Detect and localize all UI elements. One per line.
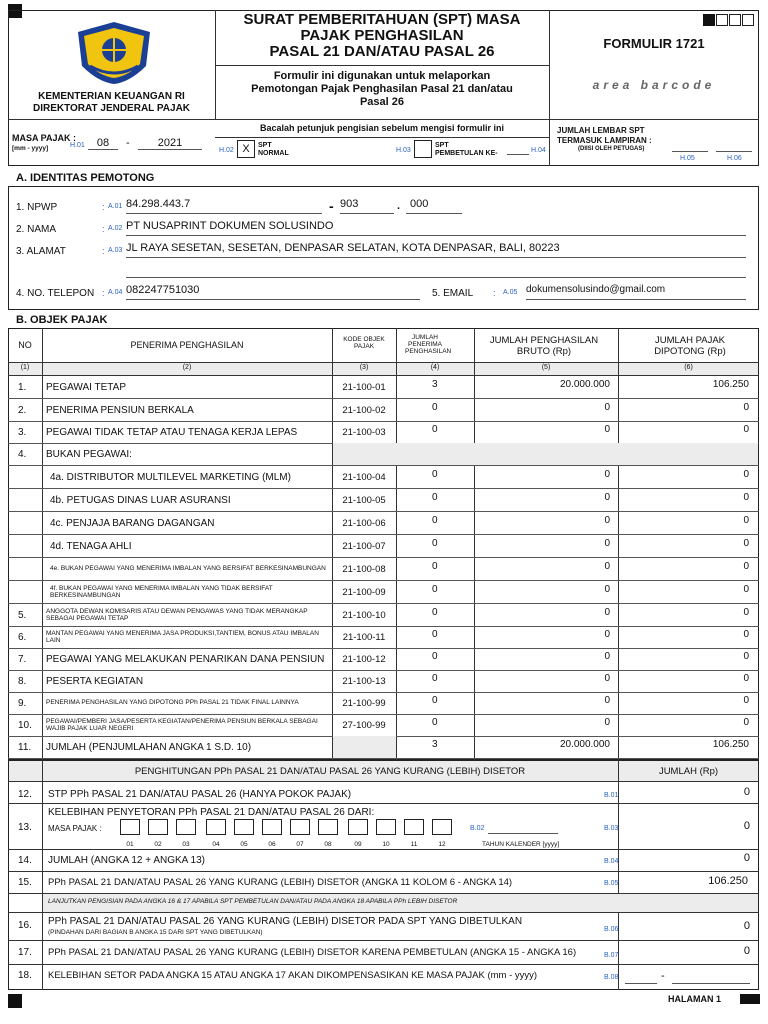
- row-pajak[interactable]: [618, 443, 759, 465]
- row-jumlah-penerima[interactable]: 3: [432, 379, 438, 390]
- row-number: 1.: [18, 381, 27, 393]
- r13-tahun-label: TAHUN KALENDER [yyyy]: [482, 841, 560, 848]
- email-colon: :: [493, 288, 496, 298]
- lampiran-code-1: H.05: [680, 155, 695, 162]
- r18-no: 18.: [18, 970, 32, 981]
- row-label: ANGGOTA DEWAN KOMISARIS ATAU DEWAN PENGAWAS YANG TIDAK MERANGKAP SEBAGAI PEGAWAI TETAP: [46, 607, 308, 622]
- nama-code: A.02: [108, 225, 123, 232]
- spt-pembetulan-input[interactable]: [507, 143, 529, 155]
- row-bruto[interactable]: 0: [604, 424, 610, 435]
- r15-code: B.05: [604, 880, 619, 887]
- barcode-area: area barcode: [592, 78, 716, 92]
- form-title-line-3: PASAL 21 DAN/ATAU PASAL 26: [269, 43, 495, 60]
- row-pajak[interactable]: 0: [743, 717, 749, 728]
- row-kode: 21-100-09: [342, 586, 386, 598]
- email-code: A.05: [503, 289, 518, 296]
- r13-month-label: 04: [212, 841, 220, 848]
- row-jumlah-penerima[interactable]: [396, 443, 474, 465]
- row-jumlah-penerima[interactable]: 0: [432, 651, 438, 662]
- row-bruto[interactable]: [474, 443, 618, 465]
- r13-month-box-11[interactable]: [404, 819, 424, 835]
- r18-code: B.08: [604, 974, 619, 981]
- col-number-5: (5): [541, 364, 551, 371]
- r13-month-label: 06: [268, 841, 276, 848]
- row-label: PENERIMA PENSIUN BERKALA: [46, 404, 194, 416]
- row-label: PEGAWAI/PEMBERI JASA/PESERTA KEGIATAN/PENERIMA PENSIUN BERKALA SEBAGAI WAJIB PAJAK LUAR NEGERI: [46, 717, 318, 732]
- row-number: [12, 512, 42, 534]
- form-subtitle-line-1: Formulir ini digunakan untuk melaporkan: [273, 70, 491, 82]
- th-kode: KODE OBJEK PAJAK: [343, 336, 385, 350]
- row-kode: [332, 443, 396, 465]
- row-bruto[interactable]: 0: [604, 469, 610, 480]
- r14-no: 14.: [18, 855, 32, 866]
- row-number: 6.: [18, 631, 27, 643]
- npwp-dot: .: [397, 200, 401, 212]
- r13-month-label: 01: [126, 841, 134, 848]
- row-jumlah-penerima[interactable]: 3: [432, 739, 438, 750]
- spt-normal-checkbox[interactable]: [237, 140, 255, 158]
- note-text: LANJUTKAN PENGISIAN PADA ANGKA 16 & 17 APABILA SPT PEMBETULAN DAN/ATAU PADA ANGKA 18 APABILA PPh LEBIH DISETOR: [48, 898, 458, 905]
- row-label: 4b. PETUGAS DINAS LUAR ASURANSI: [50, 494, 231, 506]
- row-jumlah-penerima[interactable]: 0: [432, 607, 438, 618]
- th-penerima: PENERIMA PENGHASILAN: [130, 340, 244, 350]
- r13-month-box-09[interactable]: [348, 819, 368, 835]
- r14-label: [48, 855, 205, 866]
- lampiran-input-1[interactable]: [672, 140, 708, 152]
- directorate-name: DIREKTORAT JENDERAL PAJAK: [32, 103, 191, 114]
- r17-label: PPh PASAL 21 DAN/ATAU PASAL 26 YANG KURANG (LEBIH) DISETOR KARENA PEMBETULAN (ANGKA 15 - ANGKA 16): [48, 947, 577, 958]
- row-kode: 21-100-11: [342, 631, 386, 643]
- row-number: [12, 489, 42, 511]
- row-pajak[interactable]: 0: [743, 469, 749, 480]
- table-row: [8, 648, 759, 671]
- spt-normal-label: [258, 142, 289, 158]
- row-number: 3.: [18, 426, 27, 438]
- form-title: [215, 12, 549, 60]
- th-jumlah-penerima: JUMLAH PENERIMA PENGHASILAN: [405, 334, 452, 355]
- alamat-field-line-2[interactable]: [126, 262, 746, 278]
- row-kode: 27-100-99: [342, 719, 386, 731]
- row-label: MANTAN PEGAWAI YANG MENERIMA JASA PRODUKSI,TANTIEM, BONUS ATAU IMBALAN LAIN: [46, 629, 319, 644]
- row-bruto[interactable]: 0: [604, 515, 610, 526]
- row-label: 4d. TENAGA AHLI: [50, 540, 132, 552]
- row-bruto[interactable]: 0: [604, 561, 610, 572]
- row-jumlah-penerima[interactable]: 0: [432, 695, 438, 706]
- row-number: 5.: [18, 609, 27, 621]
- lampiran-input-2[interactable]: [716, 140, 752, 152]
- r16-label: PPh PASAL 21 DAN/ATAU PASAL 26 YANG KURANG (LEBIH) DISETOR PADA SPT YANG DIBETULKAN: [48, 916, 523, 927]
- table-row: [8, 376, 759, 399]
- ministry-name: KEMENTERIAN KEUANGAN RI: [38, 91, 185, 102]
- formulir-number: FORMULIR 1721: [603, 36, 705, 51]
- r13-month-box-03[interactable]: [176, 819, 196, 835]
- row-bruto[interactable]: 0: [604, 402, 610, 413]
- masa-pajak-label: MASA PAJAK :: [12, 133, 77, 143]
- table-row: [8, 466, 759, 489]
- row-jumlah-penerima[interactable]: 0: [432, 469, 438, 480]
- spt-normal-mark: X: [242, 143, 250, 155]
- row-number: [12, 535, 42, 557]
- row-kode: 21-100-05: [342, 494, 386, 506]
- penghitungan-title: PENGHITUNGAN PPh PASAL 21 DAN/ATAU PASAL 26 YANG KURANG (LEBIH) DISETOR: [134, 766, 526, 777]
- npwp-dash: -: [329, 198, 334, 214]
- row-kode: 21-100-10: [342, 609, 386, 621]
- r13-month-label: 12: [438, 841, 446, 848]
- table-row: [8, 399, 759, 422]
- r17-code: B.07: [604, 952, 619, 959]
- row-bruto[interactable]: 20.000.000: [559, 739, 610, 750]
- r13-tahun-input[interactable]: [488, 820, 558, 834]
- penghitungan-jumlah-header: JUMLAH (Rp): [658, 766, 719, 777]
- spt-pembetulan-label: [435, 142, 498, 158]
- row-pajak[interactable]: 0: [743, 584, 749, 595]
- row-jumlah-penerima[interactable]: 0: [432, 492, 438, 503]
- lampiran-label-1: JUMLAH LEMBAR SPT: [557, 126, 645, 135]
- spt-pembetulan-label-1: SPT: [435, 142, 449, 149]
- row-number: 2.: [18, 404, 27, 416]
- row-number: [12, 581, 42, 603]
- row-kode: [332, 736, 396, 758]
- row-kode: 21-100-08: [342, 563, 386, 575]
- row-pajak[interactable]: 0: [743, 629, 749, 640]
- section-a-title: A. IDENTITAS PEMOTONG: [16, 172, 155, 184]
- col-number-1: (1): [20, 364, 30, 371]
- table-row: [8, 626, 759, 649]
- r16-value[interactable]: 0: [743, 920, 750, 932]
- masa-pajak-format: [mm - yyyy]: [12, 145, 49, 152]
- r18-label: KELEBIHAN SETOR PADA ANGKA 15 ATAU ANGKA 17 AKAN DIKOMPENSASIKAN KE MASA PAJAK (mm - yyyy): [48, 970, 538, 981]
- nama-label: 2. NAMA: [16, 224, 57, 235]
- npwp-colon: :: [102, 202, 105, 212]
- row-pajak[interactable]: 0: [743, 673, 749, 684]
- r13-month-label: 02: [154, 841, 162, 848]
- row-bruto[interactable]: 0: [604, 717, 610, 728]
- telepon-field[interactable]: 082247751030: [126, 284, 420, 300]
- row-pajak[interactable]: 0: [743, 402, 749, 413]
- row-jumlah-penerima[interactable]: 0: [432, 402, 438, 413]
- row-kode: 21-100-13: [342, 675, 386, 687]
- row-bruto[interactable]: 0: [604, 695, 610, 706]
- r13-month-label: 10: [382, 841, 390, 848]
- r13-month-box-06[interactable]: [262, 819, 282, 835]
- row-jumlah-penerima[interactable]: 0: [432, 424, 438, 435]
- form-subtitle-line-3: Pasal 26: [359, 96, 405, 108]
- section-b-title: B. OBJEK PAJAK: [16, 314, 108, 326]
- npwp-label: 1. NPWP: [16, 202, 58, 213]
- email-label: 5. EMAIL: [432, 288, 474, 299]
- row-number: 9.: [18, 697, 27, 709]
- r15-no: 15.: [18, 877, 32, 888]
- masa-pajak-dash: -: [126, 137, 130, 149]
- row-pajak[interactable]: 0: [743, 607, 749, 618]
- row-pajak[interactable]: 0: [743, 492, 749, 503]
- row-jumlah-penerima[interactable]: 0: [432, 629, 438, 640]
- row-label: 4a. DISTRIBUTOR MULTILEVEL MARKETING (MLM): [50, 471, 291, 483]
- form-subtitle: [215, 70, 549, 109]
- col-number-3: (3): [359, 364, 369, 371]
- form-title-line-1: SURAT PEMBERITAHUAN (SPT) MASA: [243, 11, 521, 28]
- nama-colon: :: [102, 224, 105, 234]
- r12-label: STP PPh PASAL 21 DAN/ATAU PASAL 26 (HANYA POKOK PAJAK): [48, 789, 352, 800]
- npwp-branch-field[interactable]: 000: [406, 198, 462, 214]
- table-row: [8, 443, 759, 466]
- row-pajak[interactable]: 106.250: [712, 739, 749, 750]
- row-jumlah-penerima[interactable]: 0: [432, 673, 438, 684]
- r14-code: B.04: [604, 858, 619, 865]
- spt-normal-label-2: NORMAL: [258, 150, 289, 157]
- spt-pembetulan-label-2: PEMBETULAN KE-: [435, 150, 498, 157]
- r13-month-label: 11: [410, 841, 418, 848]
- lampiran-label: [557, 126, 652, 146]
- th-no: NO: [18, 340, 32, 350]
- row-pajak[interactable]: 0: [743, 538, 749, 549]
- r16-no: 16.: [18, 920, 32, 931]
- row-pajak[interactable]: 0: [743, 561, 749, 572]
- row-jumlah-penerima[interactable]: 0: [432, 717, 438, 728]
- r13-month-label: 03: [182, 841, 190, 848]
- row-kode: 21-100-01: [342, 381, 386, 393]
- row-kode: 21-100-04: [342, 471, 386, 483]
- r12-no: 12.: [18, 789, 32, 800]
- masa-pajak-month[interactable]: 08: [88, 137, 118, 150]
- footer-bar: [740, 994, 760, 1004]
- r18-year-input[interactable]: [672, 970, 750, 984]
- row-label: PEGAWAI YANG MELAKUKAN PENARIKAN DANA PENSIUN: [46, 653, 325, 665]
- npwp-kpp-field[interactable]: 903: [340, 198, 394, 214]
- row-kode: 21-100-99: [342, 697, 386, 709]
- nama-field[interactable]: PT NUSAPRINT DOKUMEN SOLUSINDO: [126, 220, 746, 236]
- masa-pajak-code: H.01: [70, 142, 85, 149]
- row-bruto[interactable]: 0: [604, 538, 610, 549]
- r14-value[interactable]: 0: [743, 852, 750, 864]
- row-jumlah-penerima[interactable]: 0: [432, 515, 438, 526]
- table-row: [8, 421, 759, 444]
- npwp-main-field[interactable]: 84.298.443.7: [126, 198, 322, 214]
- row-bruto[interactable]: 0: [604, 492, 610, 503]
- r13-month-box-05[interactable]: [234, 819, 254, 835]
- spt-normal-code: H.02: [219, 147, 234, 154]
- row-label: 4f. BUKAN PEGAWAI YANG MENERIMA IMBALAN YANG TIDAK BERSIFAT BERKESINAMBUNGAN: [50, 584, 273, 599]
- masa-pajak-year[interactable]: 2021: [138, 137, 202, 150]
- r17-no: 17.: [18, 947, 32, 958]
- table-row: [8, 512, 759, 535]
- row-label: PEGAWAI TIDAK TETAP ATAU TENAGA KERJA LEPAS: [46, 426, 298, 438]
- table-row: [8, 736, 759, 759]
- telepon-label: 4. NO. TELEPON: [16, 288, 95, 299]
- lampiran-code-2: H.06: [727, 155, 742, 162]
- row-number: [12, 466, 42, 488]
- instruction-text: Bacalah petunjuk pengisian sebelum mengisi formulir ini: [259, 123, 505, 133]
- alamat-label: 3. ALAMAT: [16, 246, 66, 257]
- row-pajak[interactable]: 0: [743, 695, 749, 706]
- r13-masa-label: MASA PAJAK :: [48, 824, 102, 833]
- row-pajak[interactable]: 0: [743, 651, 749, 662]
- row-label: 4c. PENJAJA BARANG DAGANGAN: [50, 517, 215, 529]
- alamat-field-line-1[interactable]: JL RAYA SESETAN, SESETAN, DENPASAR SELATAN, KOTA DENPASAR, BALI, 80223: [126, 242, 746, 258]
- row-number: [12, 558, 42, 580]
- r13-month-label: 05: [240, 841, 248, 848]
- r12-code: B.01: [604, 792, 619, 799]
- row-label: 4e. BUKAN PEGAWAI YANG MENERIMA IMBALAN YANG BERSIFAT BERKESINAMBUNGAN: [50, 565, 326, 573]
- r14-label-text: JUMLAH (ANGKA 12 + ANGKA 13): [48, 855, 206, 866]
- row-label: PEGAWAI TETAP: [46, 381, 127, 393]
- row-label: PESERTA KEGIATAN: [46, 675, 144, 687]
- r15-label: PPh PASAL 21 DAN/ATAU PASAL 26 YANG KURANG (LEBIH) DISETOR (ANGKA 11 KOLOM 6 - ANGKA 14): [48, 877, 513, 888]
- alamat-colon: :: [102, 246, 105, 256]
- table-row: [8, 558, 759, 581]
- row-kode: 21-100-06: [342, 517, 386, 529]
- r13-month-box-08[interactable]: [318, 819, 338, 835]
- row-label: BUKAN PEGAWAI:: [46, 448, 132, 460]
- r18-dash: -: [661, 970, 665, 982]
- row-bruto[interactable]: 0: [604, 607, 610, 618]
- r13-month-box-01[interactable]: [120, 819, 140, 835]
- spt-pembetulan-checkbox[interactable]: [414, 140, 432, 158]
- alamat-code: A.03: [108, 247, 123, 254]
- telepon-code: A.04: [108, 289, 123, 296]
- r13-month-box-12[interactable]: [432, 819, 452, 835]
- col-number-2: (2): [182, 364, 192, 371]
- row-pajak[interactable]: 0: [743, 515, 749, 526]
- djp-logo-icon: [70, 20, 158, 86]
- table-row: [8, 714, 759, 737]
- row-bruto[interactable]: 0: [604, 673, 610, 684]
- r18-month-input[interactable]: [625, 970, 657, 984]
- row-bruto[interactable]: 0: [604, 651, 610, 662]
- r13-code: B.02: [470, 825, 485, 832]
- row-kode: 21-100-07: [342, 540, 386, 552]
- col-number-6: (6): [684, 364, 693, 371]
- spt-normal-label-1: SPT: [258, 142, 272, 149]
- row-kode: 21-100-02: [342, 404, 386, 416]
- spt-pembetulan-code-2: H.04: [531, 147, 546, 154]
- row-number: 10.: [18, 719, 32, 731]
- th-bruto: JUMLAH PENGHASILAN BRUTO (Rp): [489, 335, 599, 357]
- row-jumlah-penerima[interactable]: 0: [432, 584, 438, 595]
- spt-pembetulan-code: H.03: [396, 147, 411, 154]
- table-row: [8, 581, 759, 604]
- row-pajak[interactable]: 106.250: [712, 379, 749, 390]
- row-bruto[interactable]: 0: [604, 584, 610, 595]
- r16-sub: (PINDAHAN DARI BAGIAN B ANGKA 15 DARI SPT YANG DIBETULKAN): [48, 929, 263, 936]
- telepon-colon: :: [102, 288, 105, 298]
- lampiran-note: (DIISI OLEH PETUGAS): [578, 146, 645, 152]
- r13-no: 13.: [18, 822, 32, 833]
- r13-month-label: 09: [354, 841, 362, 848]
- row-label: JUMLAH (PENJUMLAHAN ANGKA 1 S.D. 10): [46, 741, 252, 753]
- table-row: [8, 489, 759, 512]
- table-row: [8, 670, 759, 693]
- row-label: PENERIMA PENGHASILAN YANG DIPOTONG PPh PASAL 21 TIDAK FINAL LAINNYA: [46, 699, 299, 707]
- col-number-4: (4): [430, 364, 440, 371]
- lampiran-label-2: TERMASUK LAMPIRAN :: [557, 136, 652, 145]
- r13-value[interactable]: 0: [743, 820, 750, 832]
- row-bruto[interactable]: 20.000.000: [559, 379, 610, 390]
- table-row: [8, 604, 759, 627]
- row-jumlah-penerima[interactable]: 0: [432, 561, 438, 572]
- row-pajak[interactable]: 0: [743, 424, 749, 435]
- row-kode: 21-100-03: [342, 426, 386, 438]
- r13-month-box-02[interactable]: [148, 819, 168, 835]
- r13-month-label: 08: [324, 841, 332, 848]
- email-field[interactable]: dokumensolusindo@gmail.com: [526, 284, 746, 300]
- row-number: 8.: [18, 675, 27, 687]
- page-number: HALAMAN 1: [668, 994, 721, 1004]
- r15-value[interactable]: 106.250: [708, 875, 748, 887]
- row-number: 11.: [18, 741, 32, 753]
- th-dipotong: JUMLAH PAJAK DIPOTONG (Rp): [654, 335, 726, 357]
- form-title-line-2: PAJAK PENGHASILAN: [300, 27, 464, 44]
- corner-mark-bottom-left: [8, 994, 22, 1008]
- row-jumlah-penerima[interactable]: 0: [432, 538, 438, 549]
- r13-month-label: 07: [296, 841, 304, 848]
- r13-code-2: B.03: [604, 825, 619, 832]
- form-subtitle-line-2: Pemotongan Pajak Penghasilan Pasal 21 dan/atau: [251, 83, 513, 95]
- row-number: 4.: [18, 448, 27, 460]
- r13-month-box-10[interactable]: [376, 819, 396, 835]
- r12-value[interactable]: 0: [743, 786, 750, 798]
- r16-code: B.06: [604, 926, 619, 933]
- row-number: 7.: [18, 653, 27, 665]
- r13-label: KELEBIHAN PENYETORAN PPh PASAL 21 DAN/ATAU PASAL 26 DARI:: [48, 807, 375, 818]
- npwp-code: A.01: [108, 203, 123, 210]
- row-kode: 21-100-12: [342, 653, 386, 665]
- r13-month-box-07[interactable]: [290, 819, 310, 835]
- row-bruto[interactable]: 0: [604, 629, 610, 640]
- table-row: [8, 692, 759, 715]
- r17-value[interactable]: 0: [743, 945, 750, 957]
- table-row: [8, 535, 759, 558]
- r13-month-box-04[interactable]: [206, 819, 226, 835]
